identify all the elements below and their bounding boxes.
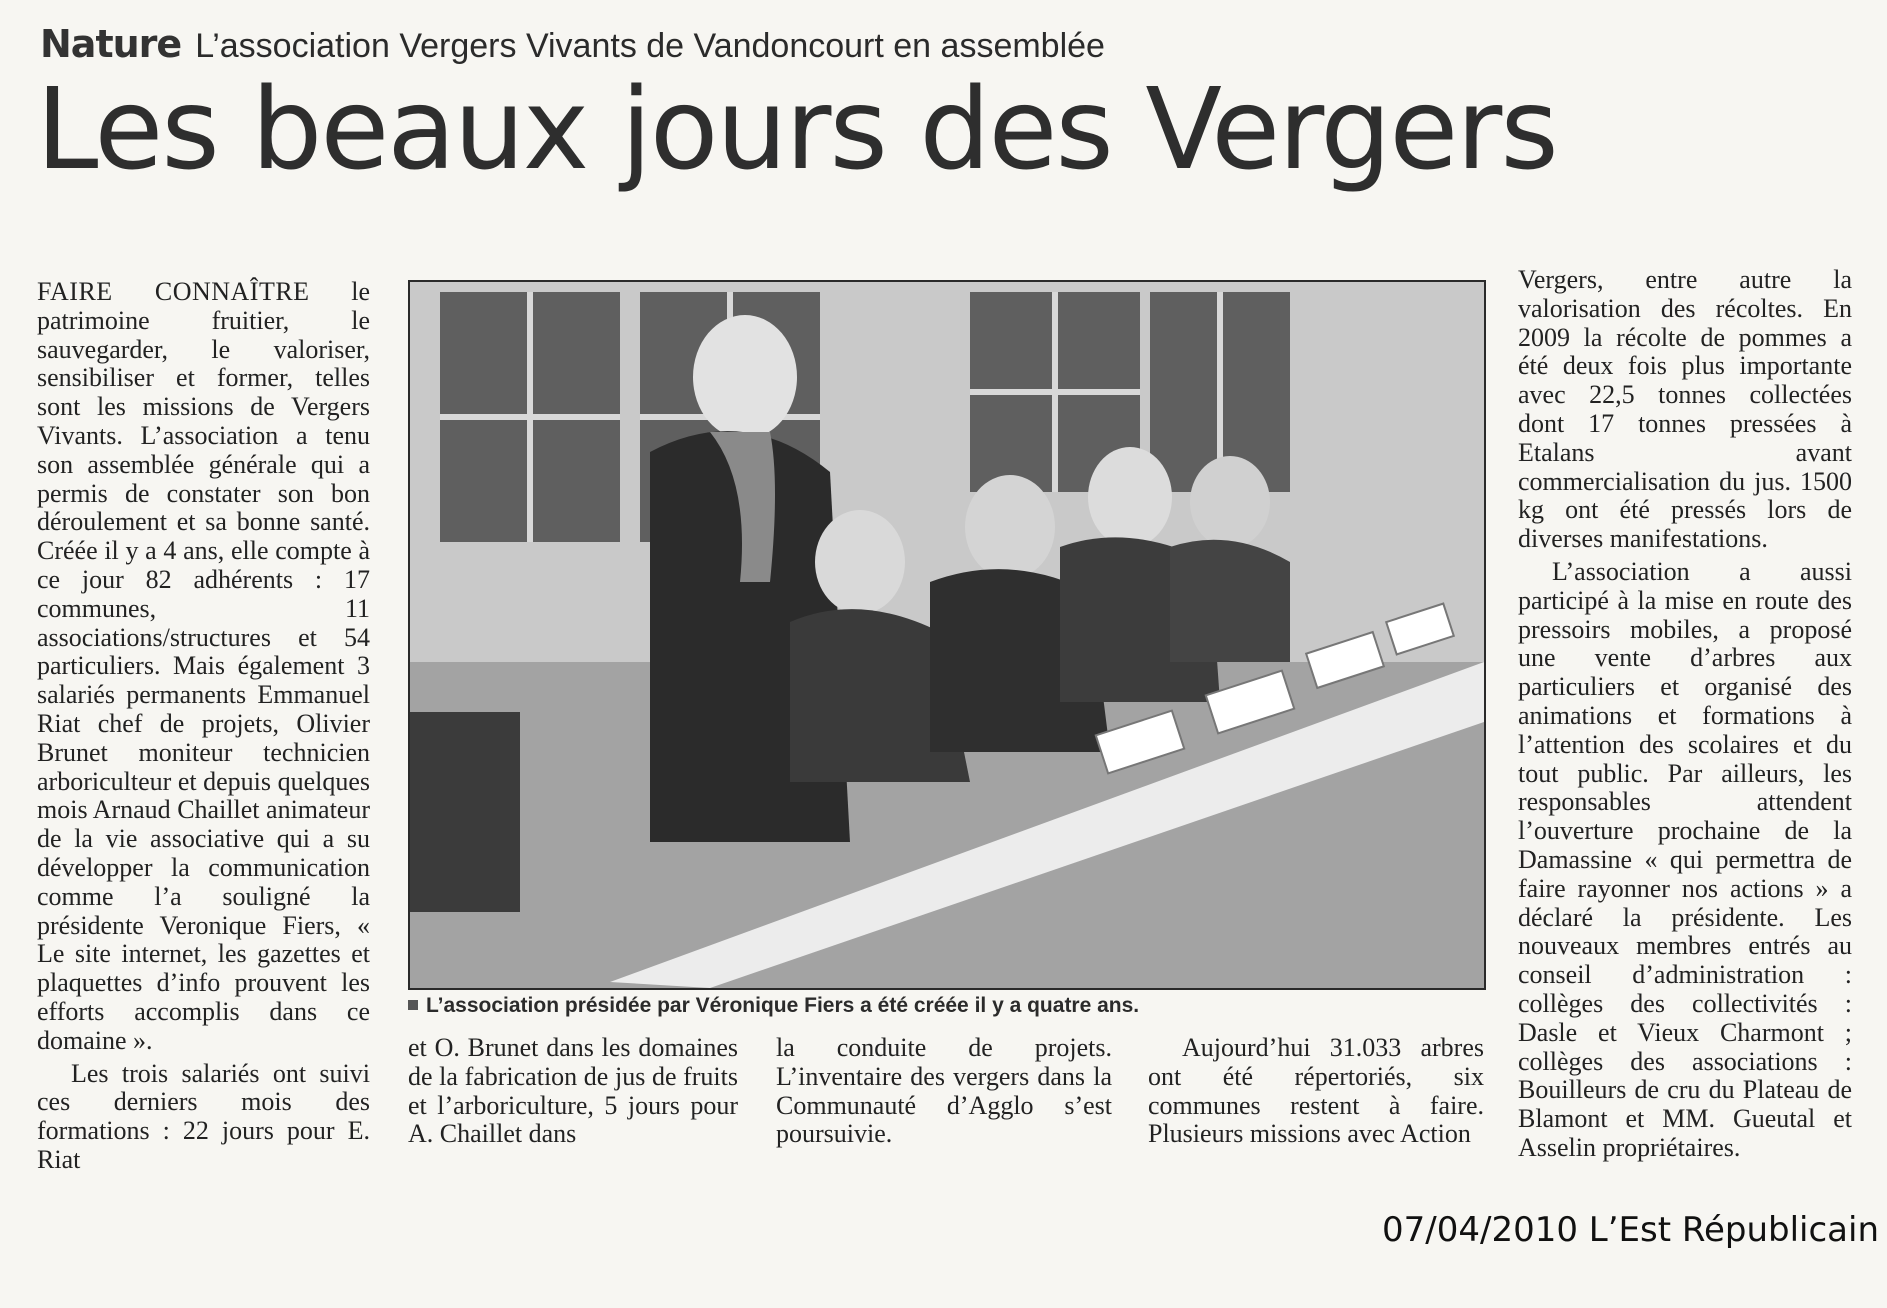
paragraph-text: le patrimoine fruitier, le sauvegarder, le valoriser, sensibiliser et former, telles sont les missions de Vergers Vivants. L’association a tenu son assemblée générale qui a permis de constater son bon déroulement et sa bonne santé. Créée il y a 4 ans, elle compte à ce jour 82 adhérents : 17 communes, 11 associations/structures et 54 particuliers. Mais également 3 salariés permanents Emmanuel Riat chef de projets, Olivier Brunet moniteur technicien arboriculteur et depuis quelques mois Arnaud Chaillet animateur de la vie associative qui a su développer la communication comme l’a souligné la présidente Veronique Fiers, « Le site internet, les gazettes et plaquettes d’info prouvent les efforts accomplis dans ce domaine ». xyxy=(37,277,371,1055)
article-paragraph: la conduite de projets. L’inventaire des vergers dans la Communauté d’Agglo s’est poursuivie. xyxy=(776,1033,1112,1149)
section-rubric: Nature xyxy=(40,22,182,66)
kicker-line xyxy=(40,22,1105,70)
article-photo xyxy=(408,280,1486,990)
article-column-bottom-1 xyxy=(408,1034,738,1149)
lead-in: FAIRE CONNAÎTRE xyxy=(37,277,310,306)
article-column-bottom-3 xyxy=(1148,1034,1484,1149)
caption-bullet-icon xyxy=(408,1000,418,1010)
article-paragraph: Les trois salariés ont suivi ces derniers mois des formations : 22 jours pour E. Riat xyxy=(37,1058,370,1174)
article-column-bottom-2 xyxy=(776,1034,1112,1149)
photo-caption xyxy=(408,994,1482,1018)
article-paragraph: L’association a aussi participé à la mise en route des pressoirs mobiles, a proposé une vente d’arbres aux particuliers et organisé des animations et formations à l’attention des scolaires et du tout public. Par ailleurs, les responsables attendent l’ouverture prochaine de la Damassine « qui permettra de faire rayonner nos actions » a déclaré la présidente. Les nouveaux membres entrés au conseil d’administration : collèges des collectivités : Dasle et Vieux Charmont ; collèges des associations : Bouilleurs de cru du Plateau de Blamont et MM. Gueutal et Asselin propriétaires. xyxy=(1518,556,1852,1162)
meeting-photo-illustration xyxy=(410,282,1484,988)
caption-text: L’association présidée par Véronique Fiers a été créée il y a quatre ans. xyxy=(426,994,1140,1017)
headline: Les beaux jours des Vergers xyxy=(36,65,1557,195)
kicker-text: L’association Vergers Vivants de Vandoncourt en assemblée xyxy=(195,27,1105,65)
article-paragraph: Aujourd’hui 31.033 arbres ont été répertoriés, six communes restent à faire. Plusieurs missions avec Action xyxy=(1148,1033,1484,1149)
article-paragraph xyxy=(37,278,370,1056)
article-column-right xyxy=(1518,266,1852,1163)
source-credit: 07/04/2010 L’Est Républicain xyxy=(1382,1210,1880,1250)
article-paragraph: Vergers, entre autre la valorisation des récoltes. En 2009 la récolte de pommes a été deux fois plus importante avec 22,5 tonnes collectées dont 17 tonnes pressées à Etalans avant commercialisation du jus. 1500 kg ont été pressés lors de diverses manifestations. xyxy=(1518,265,1852,554)
article-column-left xyxy=(37,278,370,1175)
article-paragraph: et O. Brunet dans les domaines de la fabrication de jus de fruits et l’arboriculture, 5 jours pour A. Chaillet dans xyxy=(408,1033,738,1149)
